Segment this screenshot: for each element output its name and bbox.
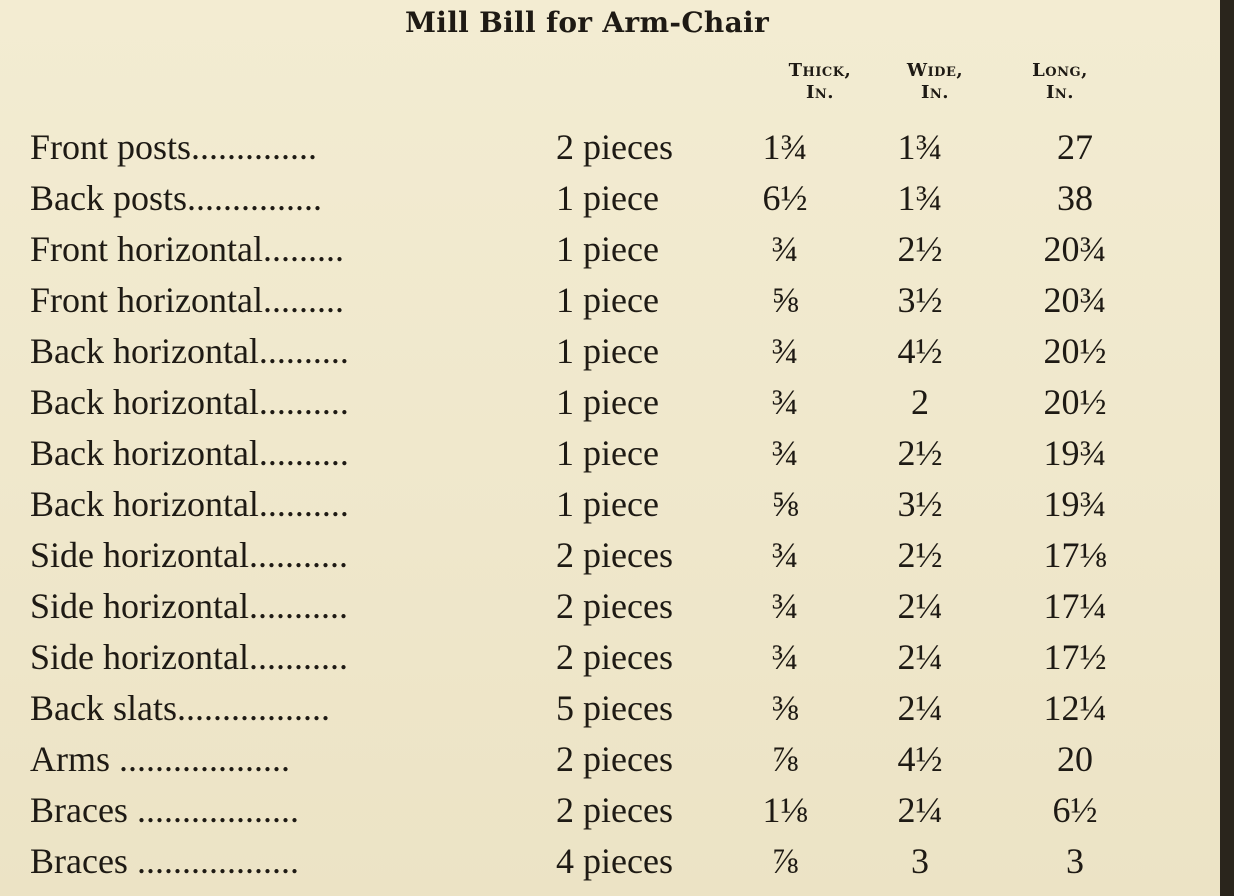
length: 12¼	[1043, 688, 1107, 728]
item-name: Back horizontal..........	[30, 382, 349, 422]
table-row	[0, 530, 1234, 581]
thickness: 6½	[762, 178, 808, 218]
thickness: 1¾	[762, 127, 808, 167]
length: 20½	[1043, 382, 1107, 422]
table-row	[0, 581, 1234, 632]
quantity: 1 piece	[556, 178, 659, 218]
quantity: 1 piece	[556, 280, 659, 320]
thickness: ⅞	[771, 739, 799, 779]
thickness: ¾	[771, 229, 799, 269]
width: 4½	[897, 739, 943, 779]
item-name: Back posts...............	[30, 178, 322, 218]
width: 2¼	[897, 790, 943, 830]
quantity: 1 piece	[556, 331, 659, 371]
item-name: Side horizontal...........	[30, 637, 348, 677]
item-name: Back horizontal..........	[30, 433, 349, 473]
length: 20¾	[1043, 280, 1107, 320]
table-row	[0, 326, 1234, 377]
mill-bill-table	[0, 122, 1234, 887]
quantity: 2 pieces	[556, 535, 673, 575]
column-header-long: Long, In.	[1032, 60, 1088, 103]
width: 2½	[897, 433, 943, 473]
table-row	[0, 173, 1234, 224]
item-name: Front horizontal.........	[30, 280, 344, 320]
width: 1¾	[897, 127, 943, 167]
quantity: 1 piece	[556, 382, 659, 422]
column-header-thick: Thick, In.	[788, 60, 852, 103]
table-row	[0, 428, 1234, 479]
table-row	[0, 377, 1234, 428]
thickness: ⅝	[771, 484, 799, 524]
length: 17¼	[1043, 586, 1107, 626]
length: 17⅛	[1043, 535, 1107, 575]
title-text: Mill Bill for Arm-Chair	[405, 6, 769, 39]
width: 2¼	[897, 586, 943, 626]
table-row	[0, 836, 1234, 887]
thickness: ⅞	[771, 841, 799, 881]
page-edge	[1220, 0, 1234, 896]
thickness: ¾	[771, 535, 799, 575]
thickness: ⅜	[771, 688, 799, 728]
length: 6½	[1052, 790, 1098, 830]
item-name: Side horizontal...........	[30, 586, 348, 626]
quantity: 2 pieces	[556, 127, 673, 167]
quantity: 2 pieces	[556, 790, 673, 830]
page-title	[0, 6, 1234, 39]
item-name: Back horizontal..........	[30, 484, 349, 524]
item-name: Arms ...................	[30, 739, 290, 779]
item-name: Front horizontal.........	[30, 229, 344, 269]
length: 38	[1057, 178, 1093, 218]
thickness: ¾	[771, 331, 799, 371]
thickness: ¾	[771, 586, 799, 626]
width: 1¾	[897, 178, 943, 218]
table-row	[0, 275, 1234, 326]
length: 20½	[1043, 331, 1107, 371]
table-row	[0, 122, 1234, 173]
quantity: 4 pieces	[556, 841, 673, 881]
thickness: ¾	[771, 637, 799, 677]
quantity: 2 pieces	[556, 637, 673, 677]
quantity: 2 pieces	[556, 739, 673, 779]
item-name: Side horizontal...........	[30, 535, 348, 575]
width: 2½	[897, 535, 943, 575]
item-name: Braces ..................	[30, 790, 299, 830]
quantity: 5 pieces	[556, 688, 673, 728]
thickness: ⅝	[771, 280, 799, 320]
length: 17½	[1043, 637, 1107, 677]
item-name: Back horizontal..........	[30, 331, 349, 371]
item-name: Front posts..............	[30, 127, 318, 167]
width: 2¼	[897, 637, 943, 677]
table-row	[0, 224, 1234, 275]
quantity: 1 piece	[556, 484, 659, 524]
thickness: ¾	[771, 382, 799, 422]
length: 20	[1057, 739, 1093, 779]
quantity: 1 piece	[556, 433, 659, 473]
length: 19¾	[1043, 484, 1107, 524]
width: 2¼	[897, 688, 943, 728]
width: 2	[911, 382, 929, 422]
width: 3½	[897, 280, 943, 320]
width: 3	[911, 841, 929, 881]
width: 2½	[897, 229, 943, 269]
quantity: 1 piece	[556, 229, 659, 269]
column-header-wide: Wide, In.	[906, 60, 964, 103]
length: 27	[1057, 127, 1093, 167]
thickness: 1⅛	[762, 790, 808, 830]
width: 4½	[897, 331, 943, 371]
length: 19¾	[1043, 433, 1107, 473]
item-name: Braces ..................	[30, 841, 299, 881]
item-name: Back slats.................	[30, 688, 330, 728]
length: 20¾	[1043, 229, 1107, 269]
quantity: 2 pieces	[556, 586, 673, 626]
width: 3½	[897, 484, 943, 524]
table-row	[0, 479, 1234, 530]
table-row	[0, 683, 1234, 734]
table-row	[0, 632, 1234, 683]
thickness: ¾	[771, 433, 799, 473]
table-row	[0, 785, 1234, 836]
length: 3	[1066, 841, 1084, 881]
table-row	[0, 734, 1234, 785]
